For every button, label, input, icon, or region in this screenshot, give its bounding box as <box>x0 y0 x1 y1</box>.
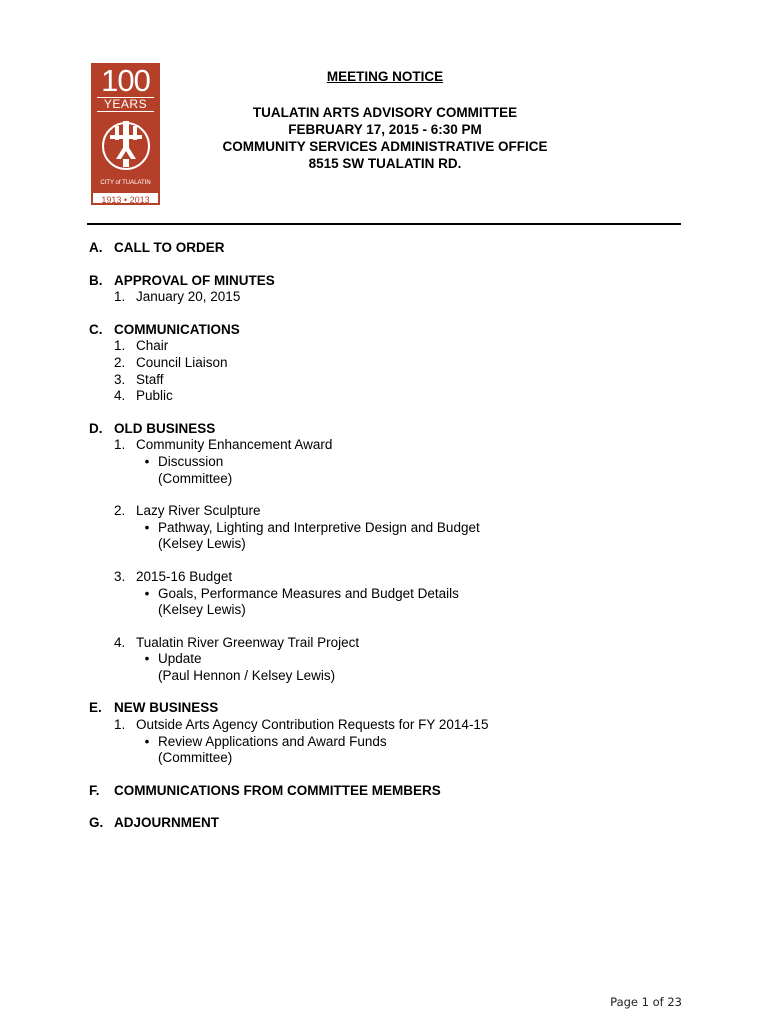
section-heading: F. COMMUNICATIONS FROM COMMITTEE MEMBERS <box>89 782 441 798</box>
agenda-section-old-business <box>89 421 689 685</box>
section-heading: D. OLD BUSINESS <box>89 420 216 436</box>
agenda-section-approval-of-minutes <box>89 273 689 306</box>
section-heading: E. NEW BUSINESS <box>89 700 219 716</box>
presenter-note: (Committee) <box>158 750 233 766</box>
bullet-item: • Update <box>89 651 689 668</box>
list-item: 2. Council Liaison <box>114 354 228 370</box>
list-item: 1. Outside Arts Agency Contribution Requests for FY 2014-15 • Review Applications and Award Funds (Committee) <box>89 717 689 767</box>
bullet-icon: • <box>144 733 150 749</box>
meeting-date-time: FEBRUARY 17, 2015 - 6:30 PM <box>288 122 482 137</box>
bullet-icon: • <box>144 519 150 535</box>
logo-years-label: YEARS <box>97 97 154 112</box>
logo-city: CITY of TUALATIN <box>100 180 151 186</box>
agenda-section-new-business <box>89 700 689 766</box>
meeting-location: COMMUNITY SERVICES ADMINISTRATIVE OFFICE <box>222 139 548 154</box>
agenda-section-communications <box>89 322 689 405</box>
bullet-item: • Pathway, Lighting and Interpretive Design and Budget <box>89 520 689 537</box>
agenda <box>89 240 689 848</box>
agenda-section-call-to-order <box>89 240 689 257</box>
bullet-icon: • <box>144 585 150 601</box>
bullet-icon: • <box>144 651 150 667</box>
header-divider <box>87 223 681 225</box>
section-heading: G. ADJOURNMENT <box>89 815 220 831</box>
logo-year-range: 1913 • 2013 <box>91 191 160 205</box>
list-item: 2. Lazy River Sculpture • Pathway, Lighting and Interpretive Design and Budget (Kelsey Lewis) <box>89 503 689 553</box>
presenter-note: (Kelsey Lewis) <box>158 602 246 618</box>
tualatin-emblem-icon <box>100 115 152 177</box>
section-heading: B. APPROVAL OF MINUTES <box>89 272 275 288</box>
bullet-item: • Goals, Performance Measures and Budget Details <box>89 586 689 603</box>
presenter-note: (Kelsey Lewis) <box>158 536 246 552</box>
list-item: 4. Tualatin River Greenway Trail Project • Update (Paul Hennon / Kelsey Lewis) <box>89 635 689 685</box>
list-item: 3. Staff <box>114 371 164 387</box>
list-item: 4. Public <box>114 388 173 404</box>
bullet-icon: • <box>144 453 150 469</box>
list-item: 1. Chair <box>114 338 169 354</box>
list-item: 1. Community Enhancement Award • Discussion (Committee) <box>89 437 689 487</box>
agenda-section-adjournment <box>89 815 689 832</box>
meeting-notice-title: MEETING NOTICE <box>326 69 444 84</box>
presenter-note: (Paul Hennon / Kelsey Lewis) <box>158 667 336 683</box>
agenda-section-committee-communications <box>89 783 689 800</box>
bullet-item: • Discussion <box>89 454 689 471</box>
meeting-header <box>170 68 600 172</box>
list-item: 1. January 20, 2015 <box>114 289 241 305</box>
city-centennial-logo <box>91 63 160 205</box>
meeting-address: 8515 SW TUALATIN RD. <box>308 156 462 171</box>
committee-name: TUALATIN ARTS ADVISORY COMMITTEE <box>252 105 518 120</box>
logo-number: 100 <box>101 63 150 98</box>
bullet-item: • Review Applications and Award Funds <box>89 734 689 751</box>
presenter-note: (Committee) <box>158 470 233 486</box>
page-number: Page 1 of 23 <box>610 995 682 1009</box>
section-heading: C. COMMUNICATIONS <box>89 321 240 337</box>
section-heading: A. CALL TO ORDER <box>89 240 225 255</box>
list-item: 3. 2015-16 Budget • Goals, Performance Measures and Budget Details (Kelsey Lewis) <box>89 569 689 619</box>
